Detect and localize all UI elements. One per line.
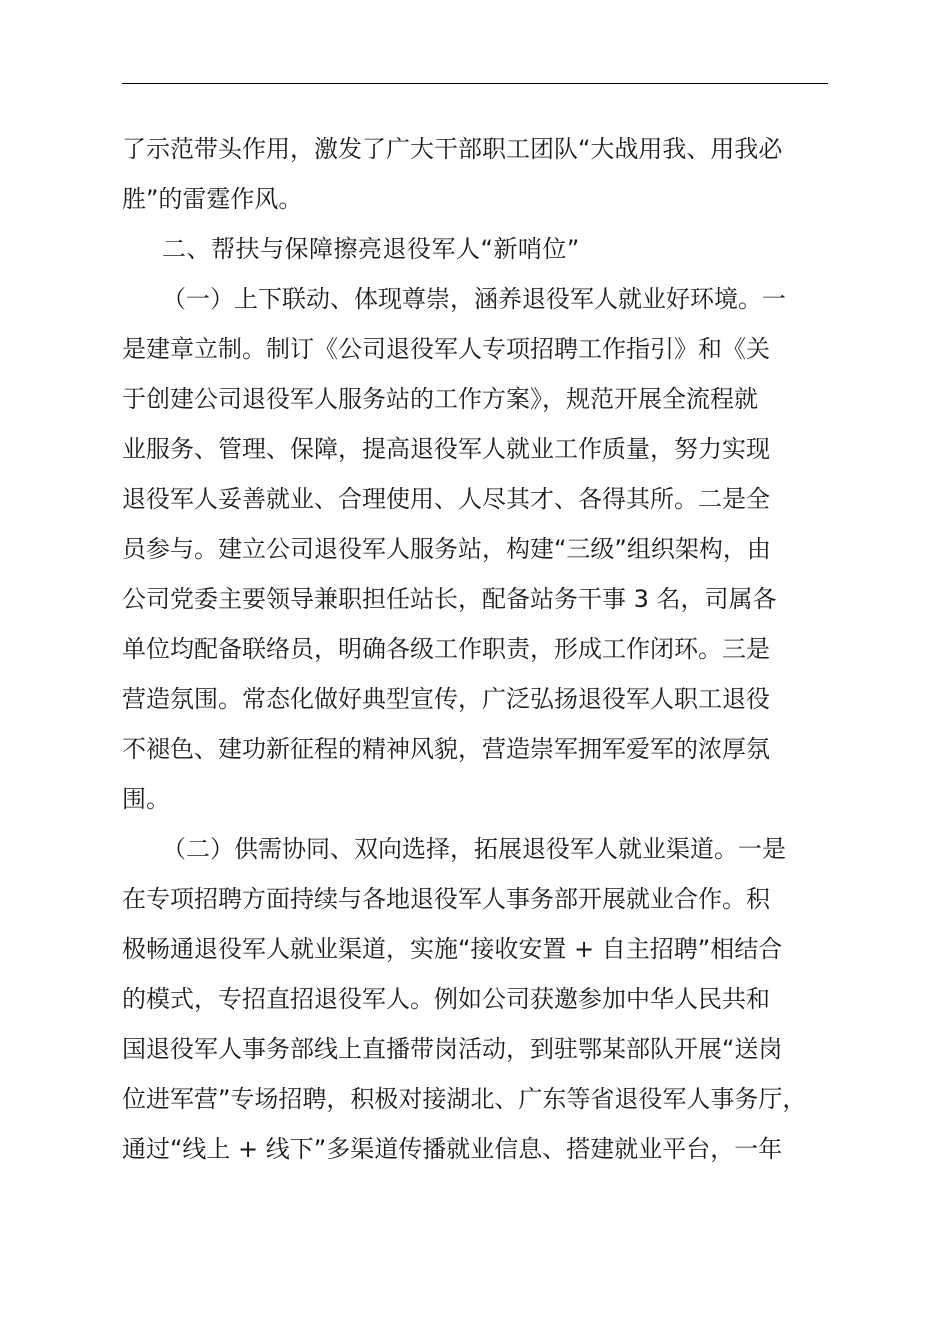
- body-line: 单位均配备联络员，明确各级工作职责，形成工作闭环。三是: [122, 635, 770, 663]
- body-line: 国退役军人事务部线上直播带岗活动，到驻鄂某部队开展“送岗: [122, 1035, 783, 1063]
- header-rule: [122, 83, 828, 84]
- subsection-heading-2: （二）供需协同、双向选择，拓展退役军人就业渠道。一是: [162, 835, 786, 863]
- subsection-heading-1: （一）上下联动、体现尊崇，涵养退役军人就业好环境。一: [162, 285, 786, 313]
- body-line: 胜”的雷霆作风。: [122, 185, 303, 213]
- body-line: 位进军营”专场招聘，积极对接湖北、广东等省退役军人事务厅，: [122, 1085, 807, 1113]
- body-line: 不褪色、建功新征程的精神风貌，营造崇军拥军爱军的浓厚氛: [122, 735, 770, 763]
- section-heading: 二、帮扶与保障擦亮退役军人“新哨位”: [162, 235, 580, 263]
- body-line: 员参与。建立公司退役军人服务站，构建“三级”组织架构，由: [122, 535, 771, 563]
- body-line: 是建章立制。制订《公司退役军人专项招聘工作指引》和《关: [122, 335, 770, 363]
- body-line: 营造氛围。常态化做好典型宣传，广泛弘扬退役军人职工退役: [122, 685, 770, 713]
- body-line: 退役军人妥善就业、合理使用、人尽其才、各得其所。二是全: [122, 485, 770, 513]
- body-line: 通过“线上 + 线下”多渠道传播就业信息、搭建就业平台，一年: [122, 1135, 783, 1163]
- body-line: 在专项招聘方面持续与各地退役军人事务部开展就业合作。积: [122, 885, 770, 913]
- body-line: 极畅通退役军人就业渠道，实施“接收安置 + 自主招聘”相结合: [122, 935, 783, 963]
- body-line: 了示范带头作用，激发了广大干部职工团队“大战用我、用我必: [122, 135, 783, 163]
- document-body: [122, 124, 838, 1174]
- body-line: 围。: [122, 785, 170, 813]
- body-line: 的模式，专招直招退役军人。例如公司获邀参加中华人民共和: [122, 985, 770, 1013]
- body-line: 于创建公司退役军人服务站的工作方案》，规范开展全流程就: [122, 385, 758, 413]
- body-line: 业服务、管理、保障，提高退役军人就业工作质量，努力实现: [122, 435, 770, 463]
- body-line: 公司党委主要领导兼职担任站长，配备站务干事 3 名，司属各: [122, 585, 777, 613]
